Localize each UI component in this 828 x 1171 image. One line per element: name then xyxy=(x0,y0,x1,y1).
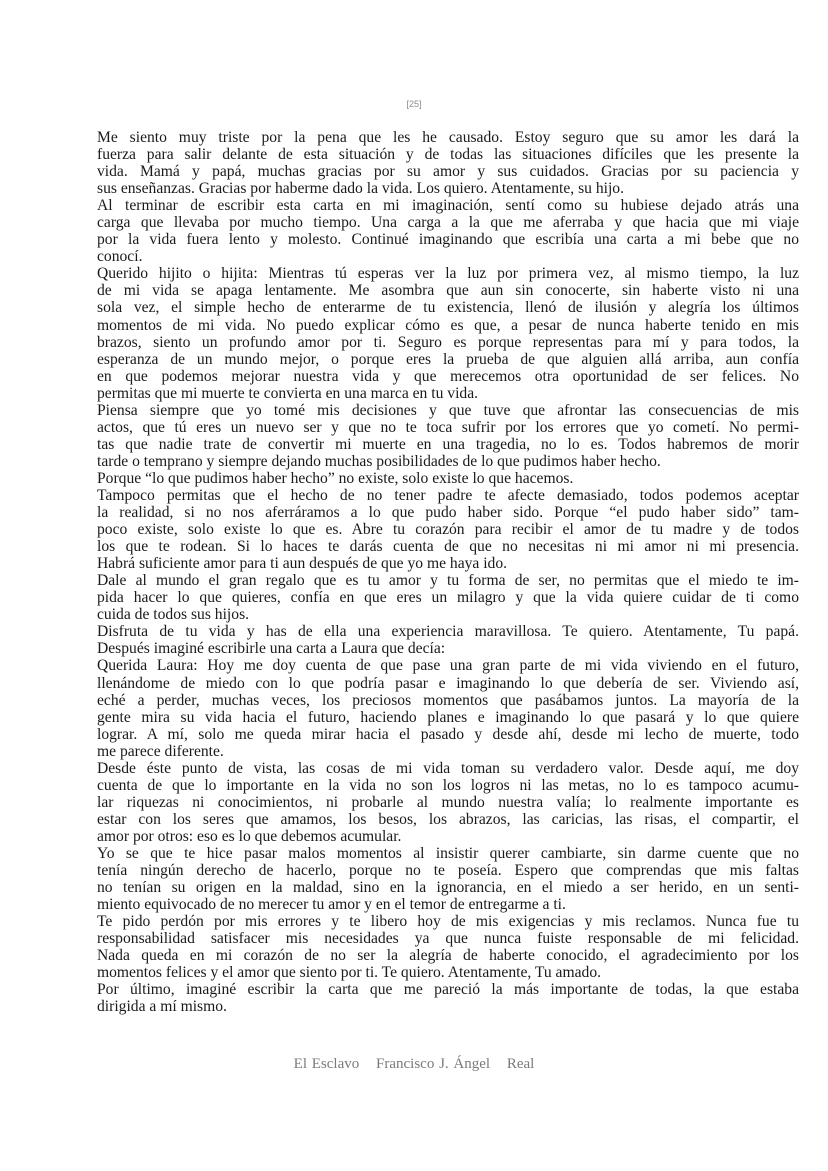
text-line: conocí. xyxy=(97,248,143,266)
text-line: fuerza para salir delante de esta situación y de todas las situaciones difíciles que les presente la xyxy=(97,146,799,164)
text-line: poco existe, solo existe lo que es. Abre tu corazón para recibir el amor de tu madre y de todos xyxy=(97,521,799,539)
text-line: eché a perder, muchas veces, los preciosos momentos que pasábamos juntos. La mayoría de la xyxy=(97,691,799,709)
page-number: [25] xyxy=(406,99,422,109)
text-line: Yo se que te hice pasar malos momentos al insistir querer cambiarte, sin darme cuente que no xyxy=(97,844,799,862)
text-line: no tenían su origen en la maldad, sino en la ignorancia, en el miedo a ser herido, en un senti- xyxy=(97,879,799,897)
text-line: de mi vida se apaga lentamente. Me asombra que aun sin conocerte, sin haberte visto ni una xyxy=(97,282,799,300)
text-line: Porque “lo que pudimos haber hecho” no existe, solo existe lo que hacemos. xyxy=(97,469,574,487)
text-line: pida hacer lo que quieres, confía en que eres un milagro y que la vida quiere cuidar de ti como xyxy=(97,589,799,607)
text-line: miento equivocado de no merecer tu amor y en el temor de entregarme a ti. xyxy=(97,896,566,914)
text-line: esperanza de un mundo mejor, o porque eres la prueba de que alguien allá arriba, aun confía xyxy=(97,350,799,368)
text-line: Querido hijito o hijita: Mientras tú esperas ver la luz por primera vez, al mismo tiempo, la luz xyxy=(97,265,799,283)
text-line: Desde éste punto de vista, las cosas de mi vida toman su verdadero valor. Desde aquí, me doy xyxy=(97,759,799,777)
footer-author-suffix: Real xyxy=(506,1056,535,1072)
text-line: tas que nadie trate de convertir mi muerte en una tragedia, no lo es. Todos habremos de morir xyxy=(97,435,799,453)
text-line: la realidad, si no nos aferráramos a lo que pudo haber sido. Porque “el pudo haber sido” tam- xyxy=(97,504,799,522)
text-line: permitas que mi muerte te convierta en una marca en tu vida. xyxy=(97,384,479,402)
text-line: llenándome de miedo con lo que podría pasar e imaginando lo que debería de ser. Viviendo así, xyxy=(97,674,799,692)
text-line: Te pido perdón por mis errores y te libero hoy de mis exigencias y mis reclamos. Nunca fue tu xyxy=(97,913,799,931)
page-footer xyxy=(0,1056,828,1073)
text-line: me parece diferente. xyxy=(97,742,224,760)
text-line: lar riquezas ni conocimientos, ni probarle al mundo nuestra valía; lo realmente importante es xyxy=(97,793,799,811)
text-line: Me siento muy triste por la pena que les he causado. Estoy seguro que su amor les dará la xyxy=(97,129,799,146)
text-line: en que podemos mejorar nuestra vida y que merecemos otra oportunidad de ser felices. No xyxy=(97,367,799,385)
text-line: cuenta de que lo importante en la vida no son los logros ni las metas, no lo es tampoco acumu- xyxy=(97,776,799,794)
text-line: Querida Laura: Hoy me doy cuenta de que pase una gran parte de mi vida viviendo en el futuro, xyxy=(97,657,799,675)
text-line: estar con los seres que amamos, los besos, los abrazos, las caricias, las risas, el compartir, el xyxy=(97,810,799,828)
text-line: amor por otros: eso es lo que debemos acumular. xyxy=(97,827,402,845)
text-line: gente mira su vida hacia el futuro, haciendo planes e imaginando lo que pasará y lo que quiere xyxy=(97,708,799,726)
text-line: lograr. A mí, solo me queda mirar hacia el pasado y desde ahí, desde mi lecho de muerte, todo xyxy=(97,725,799,743)
text-line: responsabilidad satisfacer mis necesidades ya que nunca fuiste responsable de mi felicidad. xyxy=(97,930,799,948)
text-line: brazos, siento un profundo amor por ti. Seguro es porque representas para mí y para todos, la xyxy=(97,333,799,351)
text-line: Disfruta de tu vida y has de ella una experiencia maravillosa. Te quiero. Atentamente, Tu papá. xyxy=(97,623,799,641)
text-line: Nada queda en mi corazón de no ser la alegría de haberte conocido, el agradecimiento por los xyxy=(97,947,799,965)
text-line: Después imaginé escribirle una carta a Laura que decía: xyxy=(97,640,446,658)
text-line: Por último, imaginé escribir la carta que me pareció la más importante de todas, la que estaba xyxy=(97,981,799,999)
footer-author: Francisco J. Ángel xyxy=(376,1056,491,1072)
footer-book-title: El Esclavo xyxy=(293,1056,360,1072)
text-line: carga que llevaba por mucho tiempo. Una carga a la que me aferraba y que hacia que mi viaje xyxy=(97,214,799,232)
text-line: dirigida a mí mismo. xyxy=(97,998,227,1016)
text-line: Tampoco permitas que el hecho de no tener padre te afecte demasiado, todos podemos aceptar xyxy=(97,486,799,504)
text-line: Piensa siempre que yo tomé mis decisiones y que tuve que afrontar las consecuencias de mis xyxy=(97,401,799,419)
text-line: cuida de todos sus hijos. xyxy=(97,606,250,624)
text-line: tenía ningún derecho de hacerlo, porque no te poseía. Espero que comprendas que mis faltas xyxy=(97,862,799,880)
text-line: Dale al mundo el gran regalo que es tu amor y tu forma de ser, no permitas que el miedo te im- xyxy=(97,572,799,590)
body-text xyxy=(97,129,799,1015)
text-line: actos, que tú eres un nuevo ser y que no te toca sufrir por los errores que yo cometí. No permi- xyxy=(97,418,799,436)
text-line: Al terminar de escribir esta carta en mi imaginación, sentí como su hubiese dejado atrás una xyxy=(97,197,799,215)
text-line: los que te rodean. Si lo haces te darás cuenta de que no necesitas ni mi amor ni mi presencia. xyxy=(97,538,799,556)
text-line: momentos de mi vida. No puedo explicar cómo es que, a pesar de nunca haberte tenido en mis xyxy=(97,316,799,334)
text-line: por la vida fuera lento y molesto. Continué imaginando que escribía una carta a mi bebe que no xyxy=(97,231,799,249)
text-line: tarde o temprano y siempre dejando muchas posibilidades de lo que pudimos haber hecho. xyxy=(97,452,661,470)
text-line: sola vez, el simple hecho de enterarme de tu existencia, llenó de ilusión y alegría los últimos xyxy=(97,299,799,317)
text-line: vida. Mamá y papá, muchas gracias por su amor y sus cuidados. Gracias por su paciencia y xyxy=(97,163,799,181)
text-line: Habrá suficiente amor para ti aun después de que yo me haya ido. xyxy=(97,555,508,573)
text-line: sus enseñanzas. Gracias por haberme dado la vida. Los quiero. Atentamente, su hijo. xyxy=(97,180,624,198)
text-line: momentos felices y el amor que siento por ti. Te quiero. Atentamente, Tu amado. xyxy=(97,964,602,982)
